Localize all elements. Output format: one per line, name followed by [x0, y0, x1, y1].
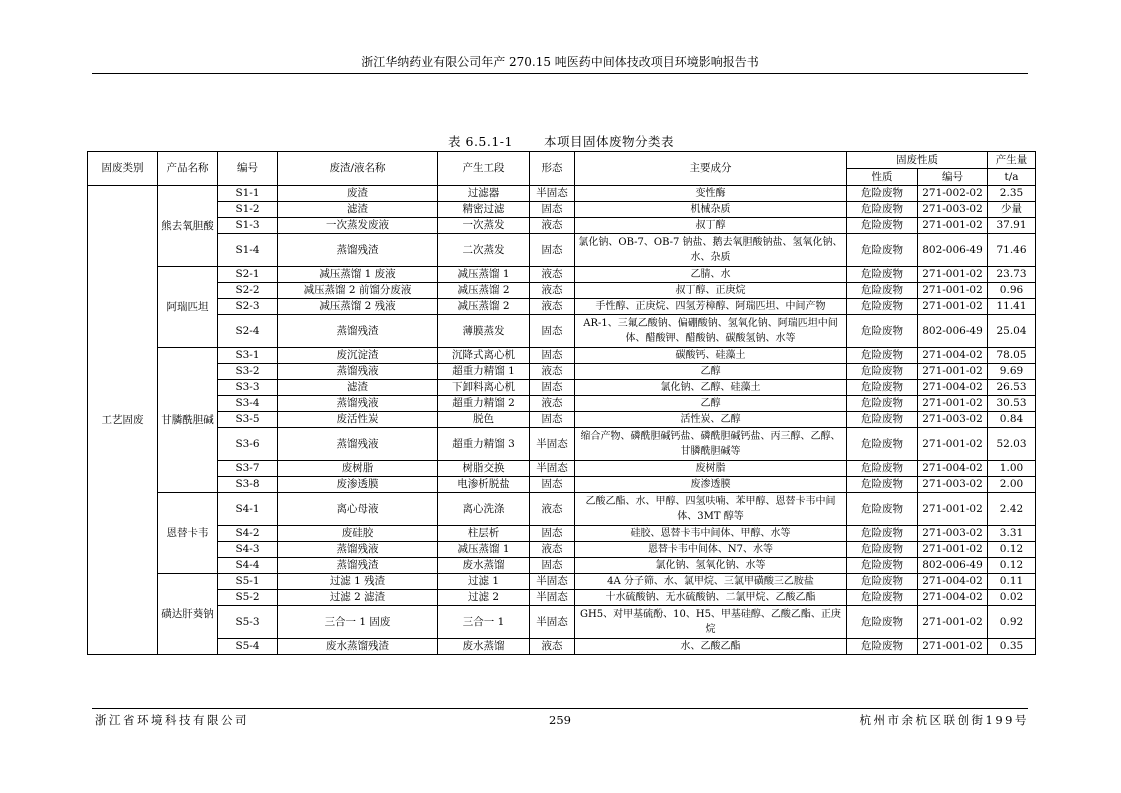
table-row: [88, 477, 1036, 493]
waste-name-cell: 蒸馏残渣: [278, 315, 438, 348]
components-cell: 缩合产物、磷酰胆碱钙盐、磷酰胆碱钙盐、丙三醇、乙醇、甘膦酰胆碱等: [575, 428, 847, 461]
footer-rule: [92, 708, 1028, 709]
table-row: [88, 558, 1036, 574]
nature-cell: 危险废物: [847, 606, 918, 639]
components-cell: 机械杂质: [575, 202, 847, 218]
waste-name-cell: 废渗透膜: [278, 477, 438, 493]
table-title: 本项目固体废物分类表: [543, 134, 674, 149]
state-cell: 半固态: [530, 574, 575, 590]
amount-cell: 2.00: [988, 477, 1036, 493]
state-cell: 液态: [530, 218, 575, 234]
product-cell: 熊去氧胆酸: [158, 186, 218, 267]
waste-name-cell: 蒸馏残液: [278, 396, 438, 412]
amount-cell: 0.92: [988, 606, 1036, 639]
table-body: [88, 186, 1036, 655]
process-cell: 废水蒸馏: [438, 639, 530, 655]
components-cell: 氯化钠、乙醇、硅藻土: [575, 380, 847, 396]
waste-name-cell: 废硅胶: [278, 526, 438, 542]
waste-code-cell: S1-3: [218, 218, 278, 234]
process-cell: 超重力精馏 3: [438, 428, 530, 461]
nature-cell: 危险废物: [847, 299, 918, 315]
components-cell: 硅胶、恩替卡韦中间体、甲醇、水等: [575, 526, 847, 542]
components-cell: 手性醇、正庚烷、四氢芳樟醇、阿瑞匹坦、中间产物: [575, 299, 847, 315]
header-code: 编号: [218, 152, 278, 186]
hw-code-cell: 271-003-02: [918, 477, 988, 493]
hw-code-cell: 271-004-02: [918, 574, 988, 590]
process-cell: 沉降式离心机: [438, 348, 530, 364]
footer-company: 浙江省环境科技有限公司: [95, 713, 249, 727]
table-row: [88, 186, 1036, 202]
header-name: 废渣/液名称: [278, 152, 438, 186]
nature-cell: 危险废物: [847, 396, 918, 412]
process-cell: 树脂交换: [438, 461, 530, 477]
table-row: [88, 202, 1036, 218]
state-cell: 液态: [530, 267, 575, 283]
table-row: [88, 396, 1036, 412]
waste-code-cell: S3-5: [218, 412, 278, 428]
nature-cell: 危险废物: [847, 348, 918, 364]
nature-cell: 危险废物: [847, 218, 918, 234]
solid-waste-table: [87, 151, 1036, 655]
header-product: 产品名称: [158, 152, 218, 186]
state-cell: 液态: [530, 542, 575, 558]
amount-cell: 2.42: [988, 493, 1036, 526]
hw-code-cell: 802-006-49: [918, 315, 988, 348]
table-row: [88, 428, 1036, 461]
components-cell: 废渗透膜: [575, 477, 847, 493]
waste-name-cell: 离心母液: [278, 493, 438, 526]
waste-name-cell: 废活性炭: [278, 412, 438, 428]
table-row: [88, 315, 1036, 348]
table-row: [88, 574, 1036, 590]
components-cell: 氯化钠、氢氧化钠、水等: [575, 558, 847, 574]
components-cell: 十水硫酸钠、无水硫酸钠、二氯甲烷、乙酸乙酯: [575, 590, 847, 606]
waste-code-cell: S1-1: [218, 186, 278, 202]
state-cell: 液态: [530, 364, 575, 380]
components-cell: 变性酶: [575, 186, 847, 202]
process-cell: 超重力精馏 2: [438, 396, 530, 412]
state-cell: 固态: [530, 348, 575, 364]
amount-cell: 0.12: [988, 558, 1036, 574]
waste-name-cell: 蒸馏残液: [278, 428, 438, 461]
table-header-row: [88, 152, 1036, 169]
waste-name-cell: 过滤 1 残渣: [278, 574, 438, 590]
waste-code-cell: S2-4: [218, 315, 278, 348]
amount-cell: 0.02: [988, 590, 1036, 606]
waste-code-cell: S2-2: [218, 283, 278, 299]
state-cell: 固态: [530, 526, 575, 542]
amount-cell: 30.53: [988, 396, 1036, 412]
state-cell: 固态: [530, 477, 575, 493]
components-cell: 乙醇: [575, 364, 847, 380]
hw-code-cell: 271-001-02: [918, 364, 988, 380]
hw-code-cell: 271-004-02: [918, 380, 988, 396]
hw-code-cell: 271-001-02: [918, 493, 988, 526]
table-row: [88, 493, 1036, 526]
state-cell: 固态: [530, 380, 575, 396]
product-cell: 磺达肝葵钠: [158, 574, 218, 655]
amount-cell: 0.84: [988, 412, 1036, 428]
nature-cell: 危险废物: [847, 234, 918, 267]
amount-cell: 少量: [988, 202, 1036, 218]
process-cell: 过滤 2: [438, 590, 530, 606]
waste-code-cell: S4-2: [218, 526, 278, 542]
amount-cell: 23.73: [988, 267, 1036, 283]
amount-cell: 0.96: [988, 283, 1036, 299]
nature-cell: 危险废物: [847, 461, 918, 477]
amount-cell: 37.91: [988, 218, 1036, 234]
process-cell: 薄膜蒸发: [438, 315, 530, 348]
process-cell: 减压蒸馏 2: [438, 283, 530, 299]
state-cell: 半固态: [530, 590, 575, 606]
header-hw-code: 编号: [918, 169, 988, 186]
table-row: [88, 283, 1036, 299]
table-row: [88, 234, 1036, 267]
waste-code-cell: S3-4: [218, 396, 278, 412]
state-cell: 固态: [530, 202, 575, 218]
table-caption: [87, 133, 1035, 151]
waste-code-cell: S1-4: [218, 234, 278, 267]
amount-cell: 0.12: [988, 542, 1036, 558]
nature-cell: 危险废物: [847, 526, 918, 542]
table-row: [88, 218, 1036, 234]
components-cell: 乙醇: [575, 396, 847, 412]
process-cell: 下卸料离心机: [438, 380, 530, 396]
hw-code-cell: 271-003-02: [918, 412, 988, 428]
process-cell: 离心洗涤: [438, 493, 530, 526]
table-row: [88, 639, 1036, 655]
nature-cell: 危险废物: [847, 380, 918, 396]
process-cell: 废水蒸馏: [438, 558, 530, 574]
waste-code-cell: S3-1: [218, 348, 278, 364]
state-cell: 固态: [530, 315, 575, 348]
amount-cell: 0.35: [988, 639, 1036, 655]
table-number: 表 6.5.1-1: [448, 134, 513, 149]
amount-cell: 3.31: [988, 526, 1036, 542]
process-cell: 精密过滤: [438, 202, 530, 218]
amount-cell: 26.53: [988, 380, 1036, 396]
process-cell: 一次蒸发: [438, 218, 530, 234]
components-cell: 废树脂: [575, 461, 847, 477]
amount-cell: 0.11: [988, 574, 1036, 590]
waste-code-cell: S3-7: [218, 461, 278, 477]
process-cell: 电渗析脱盐: [438, 477, 530, 493]
nature-cell: 危险废物: [847, 412, 918, 428]
header-amount-unit: t/a: [988, 169, 1036, 186]
header-components: 主要成分: [575, 152, 847, 186]
components-cell: AR-1、三氟乙酸钠、偏硼酸钠、氢氧化钠、阿瑞匹坦中间体、醋酸钾、醋酸钠、碳酸氢钠、水等: [575, 315, 847, 348]
amount-cell: 78.05: [988, 348, 1036, 364]
waste-name-cell: 废水蒸馏残渣: [278, 639, 438, 655]
waste-code-cell: S3-3: [218, 380, 278, 396]
table-row: [88, 542, 1036, 558]
waste-name-cell: 减压蒸馏 1 废液: [278, 267, 438, 283]
nature-cell: 危险废物: [847, 186, 918, 202]
components-cell: 恩替卡韦中间体、N7、水等: [575, 542, 847, 558]
waste-name-cell: 滤渣: [278, 380, 438, 396]
state-cell: 半固态: [530, 606, 575, 639]
product-cell: 甘膦酰胆碱: [158, 348, 218, 493]
waste-name-cell: 滤渣: [278, 202, 438, 218]
nature-cell: 危险废物: [847, 574, 918, 590]
waste-code-cell: S4-4: [218, 558, 278, 574]
process-cell: 柱层析: [438, 526, 530, 542]
hw-code-cell: 271-004-02: [918, 461, 988, 477]
table-row: [88, 267, 1036, 283]
amount-cell: 25.04: [988, 315, 1036, 348]
components-cell: 叔丁醇、正庚烷: [575, 283, 847, 299]
hw-code-cell: 271-003-02: [918, 202, 988, 218]
state-cell: 液态: [530, 493, 575, 526]
nature-cell: 危险废物: [847, 558, 918, 574]
product-cell: 阿瑞匹坦: [158, 267, 218, 348]
header-nature-group: 固废性质: [847, 152, 988, 169]
components-cell: GH5、对甲基硫酚、10、H5、甲基硅醇、乙酸乙酯、正庚烷: [575, 606, 847, 639]
hw-code-cell: 271-001-02: [918, 267, 988, 283]
state-cell: 液态: [530, 299, 575, 315]
waste-name-cell: 废沉淀渣: [278, 348, 438, 364]
process-cell: 减压蒸馏 1: [438, 542, 530, 558]
waste-code-cell: S5-1: [218, 574, 278, 590]
hw-code-cell: 271-001-02: [918, 396, 988, 412]
components-cell: 叔丁醇: [575, 218, 847, 234]
process-cell: 二次蒸发: [438, 234, 530, 267]
table-row: [88, 461, 1036, 477]
header-state: 形态: [530, 152, 575, 186]
components-cell: 水、乙酸乙酯: [575, 639, 847, 655]
components-cell: 碳酸钙、硅藻土: [575, 348, 847, 364]
table-row: [88, 590, 1036, 606]
waste-code-cell: S3-2: [218, 364, 278, 380]
waste-code-cell: S3-6: [218, 428, 278, 461]
state-cell: 固态: [530, 558, 575, 574]
components-cell: 4A 分子筛、水、氯甲烷、三氯甲磺酸三乙胺盐: [575, 574, 847, 590]
waste-name-cell: 一次蒸发废液: [278, 218, 438, 234]
nature-cell: 危险废物: [847, 364, 918, 380]
table-row: [88, 364, 1036, 380]
process-cell: 减压蒸馏 1: [438, 267, 530, 283]
components-cell: 乙腈、水: [575, 267, 847, 283]
waste-name-cell: 蒸馏残渣: [278, 558, 438, 574]
table-row: [88, 380, 1036, 396]
nature-cell: 危险废物: [847, 590, 918, 606]
waste-name-cell: 减压蒸馏 2 前馏分废液: [278, 283, 438, 299]
waste-name-cell: 蒸馏残渣: [278, 234, 438, 267]
header-nature: 性质: [847, 169, 918, 186]
waste-code-cell: S2-1: [218, 267, 278, 283]
header-category: 固废类别: [88, 152, 158, 186]
state-cell: 固态: [530, 234, 575, 267]
hw-code-cell: 271-002-02: [918, 186, 988, 202]
table-row: [88, 526, 1036, 542]
product-cell: 恩替卡韦: [158, 493, 218, 574]
nature-cell: 危险废物: [847, 267, 918, 283]
amount-cell: 9.69: [988, 364, 1036, 380]
amount-cell: 11.41: [988, 299, 1036, 315]
state-cell: 液态: [530, 283, 575, 299]
table-row: [88, 606, 1036, 639]
waste-name-cell: 减压蒸馏 2 残液: [278, 299, 438, 315]
waste-name-cell: 蒸馏残液: [278, 542, 438, 558]
waste-code-cell: S4-1: [218, 493, 278, 526]
process-cell: 三合一 1: [438, 606, 530, 639]
process-cell: 脱色: [438, 412, 530, 428]
waste-code-cell: S4-3: [218, 542, 278, 558]
nature-cell: 危险废物: [847, 639, 918, 655]
page-header: 浙江华纳药业有限公司年产 270.15 吨医药中间体技改项目环境影响报告书: [361, 55, 759, 69]
hw-code-cell: 271-003-02: [918, 526, 988, 542]
waste-name-cell: 废树脂: [278, 461, 438, 477]
hw-code-cell: 802-006-49: [918, 234, 988, 267]
hw-code-cell: 271-001-02: [918, 428, 988, 461]
hw-code-cell: 271-004-02: [918, 348, 988, 364]
components-cell: 活性炭、乙醇: [575, 412, 847, 428]
state-cell: 液态: [530, 396, 575, 412]
nature-cell: 危险废物: [847, 428, 918, 461]
state-cell: 固态: [530, 412, 575, 428]
nature-cell: 危险废物: [847, 542, 918, 558]
waste-name-cell: 废渣: [278, 186, 438, 202]
waste-code-cell: S5-3: [218, 606, 278, 639]
table-row: [88, 412, 1036, 428]
state-cell: 半固态: [530, 428, 575, 461]
waste-code-cell: S1-2: [218, 202, 278, 218]
hw-code-cell: 271-004-02: [918, 590, 988, 606]
waste-name-cell: 三合一 1 固废: [278, 606, 438, 639]
nature-cell: 危险废物: [847, 283, 918, 299]
footer-address: 杭州市余杭区联创街199号: [859, 713, 1029, 727]
hw-code-cell: 271-001-02: [918, 639, 988, 655]
waste-code-cell: S5-2: [218, 590, 278, 606]
state-cell: 液态: [530, 639, 575, 655]
hw-code-cell: 271-001-02: [918, 606, 988, 639]
state-cell: 半固态: [530, 186, 575, 202]
waste-code-cell: S3-8: [218, 477, 278, 493]
header-amount-group: 产生量: [988, 152, 1036, 169]
header-process: 产生工段: [438, 152, 530, 186]
amount-cell: 2.35: [988, 186, 1036, 202]
waste-code-cell: S2-3: [218, 299, 278, 315]
nature-cell: 危险废物: [847, 202, 918, 218]
process-cell: 过滤 1: [438, 574, 530, 590]
table-row: [88, 348, 1036, 364]
hw-code-cell: 271-001-02: [918, 218, 988, 234]
waste-name-cell: 蒸馏残液: [278, 364, 438, 380]
nature-cell: 危险废物: [847, 493, 918, 526]
amount-cell: 52.03: [988, 428, 1036, 461]
hw-code-cell: 271-001-02: [918, 542, 988, 558]
table-row: [88, 299, 1036, 315]
page-number: 259: [549, 713, 571, 727]
hw-code-cell: 271-001-02: [918, 283, 988, 299]
state-cell: 半固态: [530, 461, 575, 477]
hw-code-cell: 271-001-02: [918, 299, 988, 315]
nature-cell: 危险废物: [847, 477, 918, 493]
components-cell: 乙酸乙酯、水、甲醇、四氢呋喃、苯甲醇、恩替卡韦中间体、3MT 醇等: [575, 493, 847, 526]
amount-cell: 71.46: [988, 234, 1036, 267]
waste-name-cell: 过滤 2 滤渣: [278, 590, 438, 606]
category-cell: 工艺固废: [88, 186, 158, 655]
process-cell: 减压蒸馏 2: [438, 299, 530, 315]
waste-code-cell: S5-4: [218, 639, 278, 655]
components-cell: 氯化钠、OB-7、OB-7 钠盐、鹅去氧胆酸钠盐、氢氧化钠、水、杂质: [575, 234, 847, 267]
process-cell: 过滤器: [438, 186, 530, 202]
amount-cell: 1.00: [988, 461, 1036, 477]
process-cell: 超重力精馏 1: [438, 364, 530, 380]
header-rule: [92, 73, 1028, 74]
nature-cell: 危险废物: [847, 315, 918, 348]
hw-code-cell: 802-006-49: [918, 558, 988, 574]
